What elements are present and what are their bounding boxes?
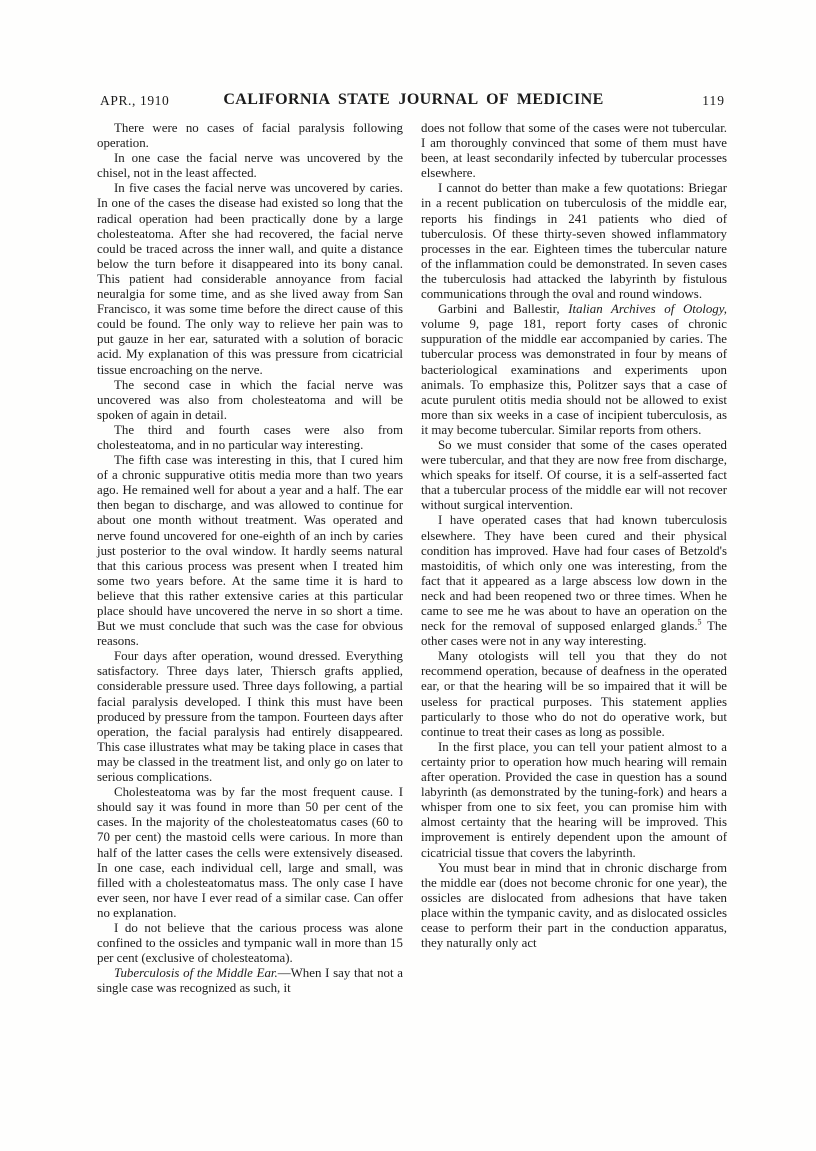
paragraph: I have operated cases that had known tuberculosis elsewhere. They have been cured and their physical condition has improved. Have had four cases of Betzold's mastoiditis, of which only one was interesting, from the fact that it appeared as a large abscess low down in the neck and had been reopened two or three times. When he came to see me he was about to have an operation on the neck for the removal of supposed enlarged glands.$^5$ The other cases were not in any way interesting.: [421, 513, 727, 649]
paragraph: Tuberculosis of the Middle Ear.—When I say that not a single case was recognized as such, it: [97, 966, 403, 996]
paragraph: Four days after operation, wound dressed. Everything satisfactory. Three days later, Thiersch grafts applied, considerable pressure used. Three days following, a partial facial paralysis developed. I think this must have been produced by pressure from the tampon. Fourteen days after operation, the facial paralysis had entirely disappeared. This case illustrates what may be taking place in cases that may be classed in the treatment list, and only go on later to serious complications.: [97, 649, 403, 785]
page-number: 119: [702, 93, 725, 108]
paragraph: You must bear in mind that in chronic discharge from the middle ear (does not become chronic for one year), the ossicles are dislocated from adhesions that have taken place within the tympanic cavity, and as dislocated ossicles cease to perform their part in the conduction apparatus, they naturally only act: [421, 860, 727, 951]
paragraph: I do not believe that the carious process was alone confined to the ossicles and tympanic wall in more than 15 per cent (exclusive of cholesteatoma).: [97, 920, 403, 966]
paragraph: I cannot do better than make a few quotations: Briegar in a recent publication on tuberculosis of the middle ear, reports his findings in 241 patients who died of tuberculosis. Of these thirty-seven showed inflammatory processes in the ear. Eighteen times the tubercular nature of the inflammation could be demonstrated. In seven cases the tuberculosis had attacked the labyrinth by fistulous communications through the oval and round windows.: [421, 181, 727, 302]
paragraph: Many otologists will tell you that they do not recommend operation, because of deafness in the operated ear, or that the hearing will be so impaired that it will be useless for practical purposes. This statement applies particularly to those who do not do operative work, but continue to treat their cases as long as possible.: [421, 649, 727, 739]
left-column: [97, 121, 403, 996]
paragraph: does not follow that some of the cases were not tubercular. I am thoroughly convinced that some of them must have been, at least secondarily infected by tubercular processes elsewhere.: [421, 121, 727, 181]
right-column: [421, 121, 727, 996]
paragraph: The second case in which the facial nerve was uncovered was also from cholesteatoma and will be spoken of again in detail.: [97, 377, 403, 422]
text-body: [97, 121, 727, 996]
paragraph: In the first place, you can tell your patient almost to a certainty prior to operation how much hearing will remain after operation. Provided the case in question has a sound labyrinth (as demonstrated by the tuning-fork) and hears a whisper from one to six feet, you can promise him with almost certainty that the hearing will be improved. This improvement is entirely dependent upon the amount of cicatricial tissue that covers the labyrinth.: [421, 739, 727, 860]
paragraph: The fifth case was interesting in this, that I cured him of a chronic suppurative otitis media more than two years ago. He remained well for about a year and a half. The ear then began to discharge, and was allowed to continue for about one month without treatment. Was operated and nerve found uncovered for one-eighth of an inch by caries just posterior to the oval window. It hardly seems natural that this carious process was present when I treated him some two years before. At the same time it is hard to believe that this rather extensive caries at this particular place should have uncovered the nerve in so short a time. But we must conclude that such was the case for obvious reasons.: [97, 453, 403, 649]
paragraph: The third and fourth cases were also from cholesteatoma, and in no particular way interesting.: [97, 422, 403, 452]
paragraph: So we must consider that some of the cases operated were tubercular, and that they are now free from discharge, which speaks for itself. Of course, it is a self-asserted fact that a tubercular process of the middle ear will not recover without surgical intervention.: [421, 437, 727, 513]
paragraph: Garbini and Ballestir, Italian Archives of Otology, volume 9, page 181, report forty cases of chronic suppuration of the middle ear accompanied by caries. The tubercular process was demonstrated in four by means of bacteriological examinations and experiments upon animals. To emphasize this, Politzer says that a case of acute purulent otitis media should not be allowed to exist more than six weeks in a case of incipient tuberculosis, as it may become tubercular. Similar reports from others.: [421, 302, 727, 437]
paragraph: There were no cases of facial paralysis following operation.: [97, 121, 403, 151]
paragraph: Cholesteatoma was by far the most frequent cause. I should say it was found in more than 50 per cent of the cases. In the majority of the cholesteatomatus cases (60 to 70 per cent) the mastoid cells were carious. In more than half of the latter cases the cells were extensively diseased. In one case, each individual cell, large and small, was filled with a cholesteatomatus mass. The only case I have ever seen, nor have I ever read of a similar case. Can offer no explanation.: [97, 785, 403, 920]
journal-title: CALIFORNIA STATE JOURNAL OF MEDICINE: [223, 91, 604, 108]
paragraph: In one case the facial nerve was uncovered by the chisel, not in the least affected.: [97, 151, 403, 181]
issue-date: APR., 1910: [100, 93, 170, 108]
running-head: [100, 91, 727, 111]
paragraph: In five cases the facial nerve was uncovered by caries. In one of the cases the disease had existed so long that the radical operation had been practically done by a large cholesteatoma. After she had recovered, the facial nerve could be traced across the inner wall, and quite a distance below the turn before it disappeared into its bony canal. This patient had considerable annoyance from facial neuralgia for some time, and as she lived away from San Francisco, it was some time before the direct cause of this could be found. The only way to relieve her pain was to put gauze in her ear, saturated with a solution of boracic acid. My explanation of this was pressure from cicatricial tissue encroaching on the nerve.: [97, 181, 403, 377]
